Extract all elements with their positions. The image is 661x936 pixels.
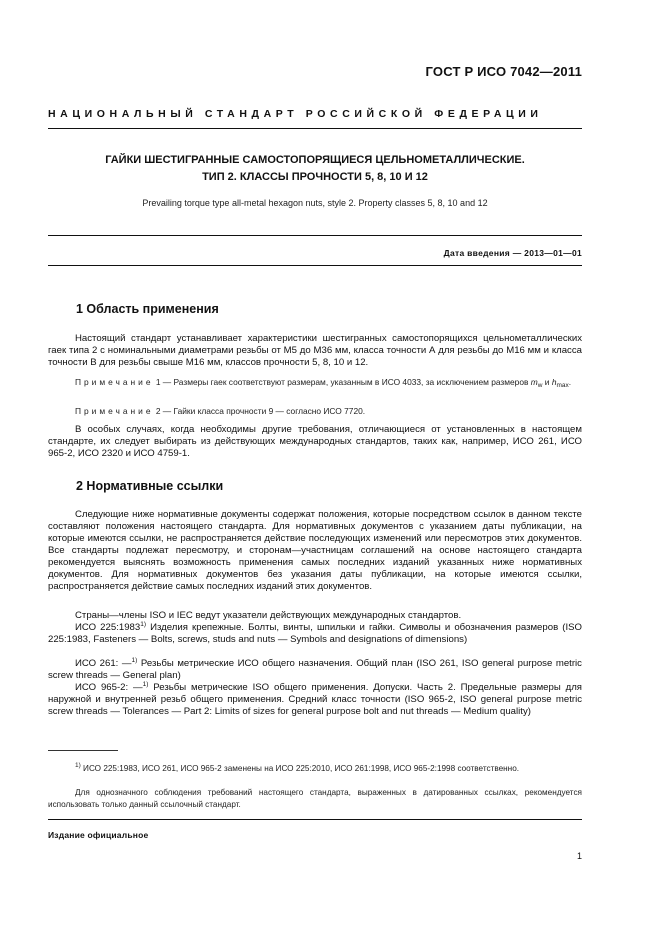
introduction-date: Дата введения — 2013—01—01 xyxy=(443,248,582,258)
page-number: 1 xyxy=(576,851,582,861)
section-2-heading: 2 Нормативные ссылки xyxy=(76,479,224,493)
reference-iso-261: ИСО 261: —$^{1)}$ Резьбы метрические ИСО общего назначения. Общий план (ISO 261, ISO general purpose metric screw threads — General plan) xyxy=(48,657,582,681)
footnote-2: Для однозначного соблюдения требований настоящего стандарта, выраженных в датированных ссылках, рекомендуется использовать только данный ссылочный стандарт. xyxy=(48,788,582,809)
title-line-1: ГАЙКИ ШЕСТИГРАННЫЕ САМОСТОПОРЯЩИЕСЯ ЦЕЛЬНОМЕТАЛЛИЧЕСКИЕ. xyxy=(105,154,525,166)
section-1-heading: 1 Область применения xyxy=(76,302,219,316)
official-edition-label: Издание официальное xyxy=(48,830,149,840)
document-title xyxy=(48,152,582,186)
reference-iso-225: ИСО 225:1983$^{1)}$ Изделия крепежные. Болты, винты, шпильки и гайки. Символы и обозначения размеров (ISO 225:1983, Fasteners — Bolts, screws, studs and nuts — Symbols and designations of dimensions) xyxy=(48,621,582,645)
section-1-note-1: Примечание 1 — Размеры гаек соответствуют размерам, указанным в ИСО 4033, за исключением размеров $m_w$ и $h_{max}$. xyxy=(75,377,572,389)
english-title: Prevailing torque type all-metal hexagon nuts, style 2. Property classes 5, 8, 10 and 12 xyxy=(142,198,488,208)
footnote-1: $^{1)}$ ИСО 225:1983, ИСО 261, ИСО 965-2 заменены на ИСО 225:2010, ИСО 261:1998, ИСО 965-2:1998 соответственно. xyxy=(75,762,520,773)
section-2-paragraph-2: Страны—члены ISO и IEC ведут указатели действующих международных стандартов. xyxy=(75,610,462,621)
header-rule xyxy=(48,128,582,129)
title-line-2: ТИП 2. КЛАССЫ ПРОЧНОСТИ 5, 8, 10 И 12 xyxy=(202,171,428,183)
national-standard-banner: НАЦИОНАЛЬНЫЙ СТАНДАРТ РОССИЙСКОЙ ФЕДЕРАЦИИ xyxy=(48,108,543,120)
footer-rule xyxy=(48,819,582,820)
reference-iso-965-2: ИСО 965-2: —$^{1)}$ Резьбы метрические ISO общего применения. Допуски. Часть 2. Предельные размеры для наружной и внутренней резьб общего применения. Средний класс точности (ISO 965-2, ISO general purpose metric screw threads — Tolerances — Part 2: Limits of sizes for general purpose bolt and nut threads — Medium quality) xyxy=(48,681,582,717)
footnote-separator xyxy=(48,750,118,751)
title-rule xyxy=(48,235,582,236)
section-2-paragraph-1: Следующие ниже нормативные документы содержат положения, которые посредством ссылок в данном тексте составляют положения настоящего стандарта. Для нормативных документов с указанием даты публикации, на которые имеются ссылки, не распространяется действие последующих изменений или пересмотров этих документов. Все стандарты подлежат пересмотру, и сторонам—участницам соглашений на основе настоящего стандарта рекомендуется выяснять возможность применения самых последних изданий указанных ниже нормативных документов. Для нормативных документов без указания даты публикации, на которые имеются ссылки, распространяется действие самых последних изданий этих документов. xyxy=(48,509,582,592)
document-code: ГОСТ Р ИСО 7042—2011 xyxy=(425,64,582,79)
date-rule xyxy=(48,265,582,266)
section-1-note-2: Примечание 2 — Гайки класса прочности 9 — согласно ИСО 7720. xyxy=(75,406,366,416)
section-1-paragraph-1: Настоящий стандарт устанавливает характеристики шестигранных самостопорящихся цельнометаллических гаек типа 2 с номинальными диаметрами резьбы от М5 до М36 мм, класса точности А для резьбы до М16 мм и класса точности В для резьбы свыше М16 мм, классов прочности 5, 8, 10 и 12. xyxy=(48,333,582,368)
section-1-paragraph-2: В особых случаях, когда необходимы другие требования, отличающиеся от установленных в настоящем стандарте, их следует выбирать из действующих международных стандартов, таких как, например, ИСО 261, ИСО 965-2, ИСО 2320 и ИСО 4759-1. xyxy=(48,424,582,459)
